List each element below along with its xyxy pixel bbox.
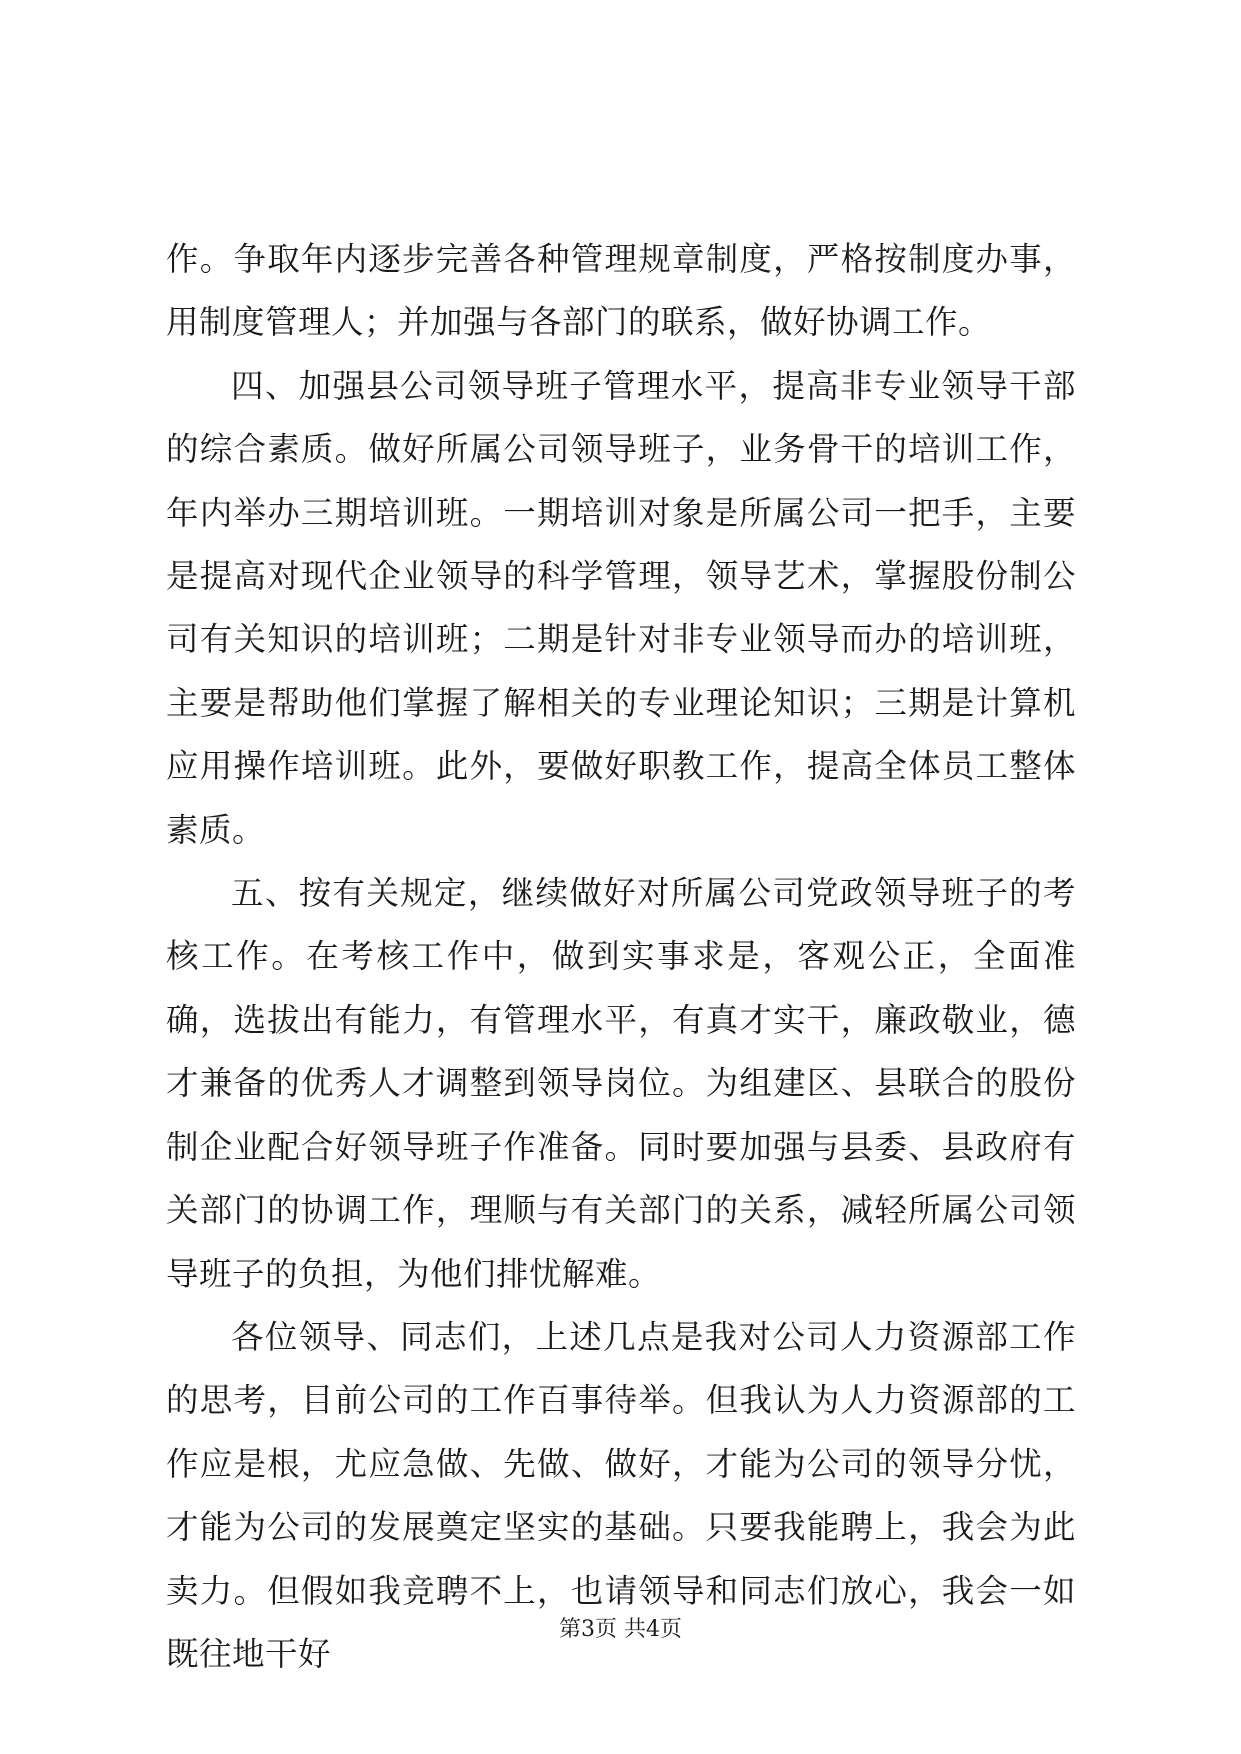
document-body	[166, 228, 1076, 1686]
paragraph-continuation: 作。争取年内逐步完善各种管理规章制度，严格按制度办事，用制度管理人；并加强与各部门的联系，做好协调工作。	[166, 240, 1076, 342]
paragraph-section-five: 五、按有关规定，继续做好对所属公司党政领导班子的考核工作。在考核工作中，做到实事求是，客观公正，全面准确，选拔出有能力，有管理水平，有真才实干，廉政敬业，德才兼备的优秀人才调整到领导岗位。为组建区、县联合的股份制企业配合好领导班子作准备。同时要加强与县委、县政府有关部门的协调工作，理顺与有关部门的关系，减轻所属公司领导班子的负担，为他们排忧解难。	[166, 874, 1076, 1293]
paragraph-closing: 各位领导、同志们，上述几点是我对公司人力资源部工作的思考，目前公司的工作百事待举。但我认为人力资源部的工作应是根，尤应急做、先做、做好，才能为公司的领导分忧，才能为公司的发展奠定坚实的基础。只要我能聘上，我会为此卖力。但假如我竞聘不上，也请领导和同志们放心，我会一如既往地干好	[166, 1317, 1076, 1673]
page-footer: 第3页 共4页	[559, 1617, 682, 1642]
paragraph-section-four: 四、加强县公司领导班子管理水平，提高非专业领导干部的综合素质。做好所属公司领导班子，业务骨干的培训工作，年内举办三期培训班。一期培训对象是所属公司一把手，主要是提高对现代企业领导的科学管理，领导艺术，掌握股份制公司有关知识的培训班；二期是针对非专业领导而办的培训班，主要是帮助他们掌握了解相关的专业理论知识；三期是计算机应用操作培训班。此外，要做好职教工作，提高全体员工整体素质。	[166, 366, 1076, 849]
